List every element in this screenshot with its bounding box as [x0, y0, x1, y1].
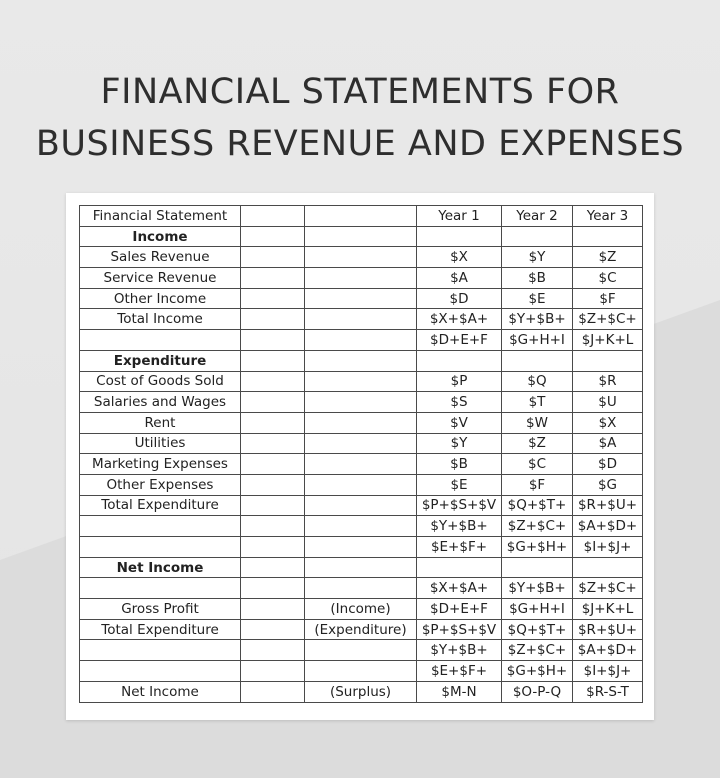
year-1-cell: $P+$S+$V [417, 619, 502, 640]
row-label-cell: Total Expenditure [80, 619, 241, 640]
year-3-cell [573, 557, 643, 578]
year-1-cell: $P+$S+$V [417, 495, 502, 516]
table-row [80, 288, 643, 309]
row-label-cell: Other Expenses [80, 474, 241, 495]
table-row [80, 309, 643, 330]
table-row [80, 495, 643, 516]
row-label-cell: Other Income [80, 288, 241, 309]
row-label-cell [80, 537, 241, 558]
row-label-cell: Salaries and Wages [80, 392, 241, 413]
empty-cell [241, 350, 305, 371]
empty-cell [241, 247, 305, 268]
table-row [80, 619, 643, 640]
year-1-cell: $X+$A+ [417, 578, 502, 599]
table-header-row [80, 206, 643, 227]
empty-cell [241, 557, 305, 578]
row-label-cell: Income [80, 226, 241, 247]
statement-sheet [66, 193, 654, 720]
empty-cell [241, 537, 305, 558]
year-2-cell: $W [502, 412, 573, 433]
row-label-cell: Total Expenditure [80, 495, 241, 516]
row-note-cell [305, 454, 417, 475]
row-label-cell: Expenditure [80, 350, 241, 371]
header-cell [241, 206, 305, 227]
row-note-cell [305, 330, 417, 351]
empty-cell [241, 454, 305, 475]
row-note-cell [305, 474, 417, 495]
year-2-cell: $G+H+I [502, 330, 573, 351]
table-row [80, 330, 643, 351]
table-row [80, 350, 643, 371]
table-row [80, 247, 643, 268]
year-3-cell: $F [573, 288, 643, 309]
row-note-cell [305, 578, 417, 599]
year-3-cell: $D [573, 454, 643, 475]
year-1-cell: $D+E+F [417, 330, 502, 351]
header-cell: Year 2 [502, 206, 573, 227]
year-2-cell: $Y+$B+ [502, 309, 573, 330]
row-label-cell: Service Revenue [80, 268, 241, 289]
empty-cell [241, 309, 305, 330]
empty-cell [241, 474, 305, 495]
year-3-cell: $Z+$C+ [573, 309, 643, 330]
header-cell: Year 3 [573, 206, 643, 227]
year-2-cell [502, 350, 573, 371]
year-2-cell: $Q+$T+ [502, 619, 573, 640]
empty-cell [241, 578, 305, 599]
financial-statement-table [79, 205, 643, 703]
row-label-cell: Cost of Goods Sold [80, 371, 241, 392]
year-3-cell: $J+K+L [573, 330, 643, 351]
row-note-cell [305, 537, 417, 558]
page-title [0, 66, 720, 170]
table-row [80, 516, 643, 537]
year-2-cell: $Q+$T+ [502, 495, 573, 516]
row-label-cell: Gross Profit [80, 599, 241, 620]
year-2-cell: $Y [502, 247, 573, 268]
row-note-cell: (Income) [305, 599, 417, 620]
row-label-cell: Rent [80, 412, 241, 433]
empty-cell [241, 599, 305, 620]
year-2-cell: $Q [502, 371, 573, 392]
row-label-cell [80, 640, 241, 661]
year-3-cell [573, 226, 643, 247]
table-row [80, 681, 643, 702]
row-note-cell [305, 433, 417, 454]
row-note-cell [305, 412, 417, 433]
year-2-cell: $Z [502, 433, 573, 454]
year-3-cell: $I+$J+ [573, 537, 643, 558]
table-row [80, 371, 643, 392]
year-2-cell: $G+H+I [502, 599, 573, 620]
year-2-cell [502, 557, 573, 578]
year-2-cell: $Z+$C+ [502, 516, 573, 537]
table-row [80, 578, 643, 599]
row-note-cell [305, 350, 417, 371]
row-note-cell [305, 661, 417, 682]
year-3-cell: $R [573, 371, 643, 392]
row-label-cell: Net Income [80, 557, 241, 578]
year-1-cell: $B [417, 454, 502, 475]
year-3-cell: $I+$J+ [573, 661, 643, 682]
year-3-cell: $G [573, 474, 643, 495]
empty-cell [241, 392, 305, 413]
year-3-cell: $X [573, 412, 643, 433]
row-label-cell: Total Income [80, 309, 241, 330]
year-3-cell: $Z+$C+ [573, 578, 643, 599]
row-note-cell [305, 640, 417, 661]
row-note-cell [305, 516, 417, 537]
row-note-cell: (Surplus) [305, 681, 417, 702]
year-3-cell: $R+$U+ [573, 495, 643, 516]
year-3-cell: $A+$D+ [573, 516, 643, 537]
empty-cell [241, 640, 305, 661]
year-1-cell: $S [417, 392, 502, 413]
table-row [80, 433, 643, 454]
empty-cell [241, 619, 305, 640]
table-row [80, 268, 643, 289]
row-note-cell [305, 495, 417, 516]
table-row [80, 392, 643, 413]
empty-cell [241, 268, 305, 289]
row-label-cell: Sales Revenue [80, 247, 241, 268]
year-1-cell [417, 226, 502, 247]
row-note-cell [305, 309, 417, 330]
year-2-cell: $O-P-Q [502, 681, 573, 702]
year-1-cell: $M-N [417, 681, 502, 702]
year-3-cell: $A+$D+ [573, 640, 643, 661]
row-note-cell [305, 371, 417, 392]
empty-cell [241, 681, 305, 702]
year-2-cell: $Y+$B+ [502, 578, 573, 599]
table-row [80, 537, 643, 558]
row-note-cell [305, 268, 417, 289]
year-1-cell: $D [417, 288, 502, 309]
year-1-cell: $Y+$B+ [417, 516, 502, 537]
empty-cell [241, 226, 305, 247]
table-row [80, 412, 643, 433]
empty-cell [241, 661, 305, 682]
year-2-cell: $E [502, 288, 573, 309]
year-1-cell: $D+E+F [417, 599, 502, 620]
year-2-cell: $G+$H+ [502, 661, 573, 682]
row-label-cell [80, 661, 241, 682]
year-3-cell: $R-S-T [573, 681, 643, 702]
year-2-cell: $F [502, 474, 573, 495]
year-3-cell: $C [573, 268, 643, 289]
row-label-cell [80, 330, 241, 351]
header-cell: Year 1 [417, 206, 502, 227]
header-cell [305, 206, 417, 227]
year-3-cell: $U [573, 392, 643, 413]
table-row [80, 661, 643, 682]
table-row [80, 454, 643, 475]
year-1-cell: $A [417, 268, 502, 289]
year-2-cell: $B [502, 268, 573, 289]
table-row [80, 640, 643, 661]
year-1-cell: $Y+$B+ [417, 640, 502, 661]
row-note-cell [305, 392, 417, 413]
empty-cell [241, 495, 305, 516]
empty-cell [241, 412, 305, 433]
title-line-1: FINANCIAL STATEMENTS FOR [100, 72, 620, 112]
year-1-cell: $X+$A+ [417, 309, 502, 330]
header-cell: Financial Statement [80, 206, 241, 227]
year-1-cell: $X [417, 247, 502, 268]
empty-cell [241, 516, 305, 537]
table-row [80, 474, 643, 495]
year-2-cell: $Z+$C+ [502, 640, 573, 661]
row-note-cell: (Expenditure) [305, 619, 417, 640]
table-row [80, 226, 643, 247]
row-label-cell: Utilities [80, 433, 241, 454]
row-note-cell [305, 557, 417, 578]
year-2-cell: $C [502, 454, 573, 475]
year-2-cell: $G+$H+ [502, 537, 573, 558]
year-1-cell: $E [417, 474, 502, 495]
year-1-cell [417, 557, 502, 578]
title-line-2: BUSINESS REVENUE AND EXPENSES [35, 124, 685, 164]
year-3-cell: $J+K+L [573, 599, 643, 620]
row-label-cell [80, 578, 241, 599]
year-1-cell: $E+$F+ [417, 537, 502, 558]
empty-cell [241, 288, 305, 309]
year-3-cell: $A [573, 433, 643, 454]
year-3-cell [573, 350, 643, 371]
year-1-cell: $Y [417, 433, 502, 454]
year-1-cell: $E+$F+ [417, 661, 502, 682]
row-label-cell: Marketing Expenses [80, 454, 241, 475]
year-3-cell: $R+$U+ [573, 619, 643, 640]
row-note-cell [305, 288, 417, 309]
row-note-cell [305, 247, 417, 268]
year-1-cell: $P [417, 371, 502, 392]
empty-cell [241, 433, 305, 454]
row-label-cell: Net Income [80, 681, 241, 702]
row-label-cell [80, 516, 241, 537]
table-row [80, 557, 643, 578]
row-note-cell [305, 226, 417, 247]
table-row [80, 599, 643, 620]
empty-cell [241, 371, 305, 392]
year-1-cell [417, 350, 502, 371]
year-1-cell: $V [417, 412, 502, 433]
empty-cell [241, 330, 305, 351]
year-3-cell: $Z [573, 247, 643, 268]
year-2-cell [502, 226, 573, 247]
year-2-cell: $T [502, 392, 573, 413]
